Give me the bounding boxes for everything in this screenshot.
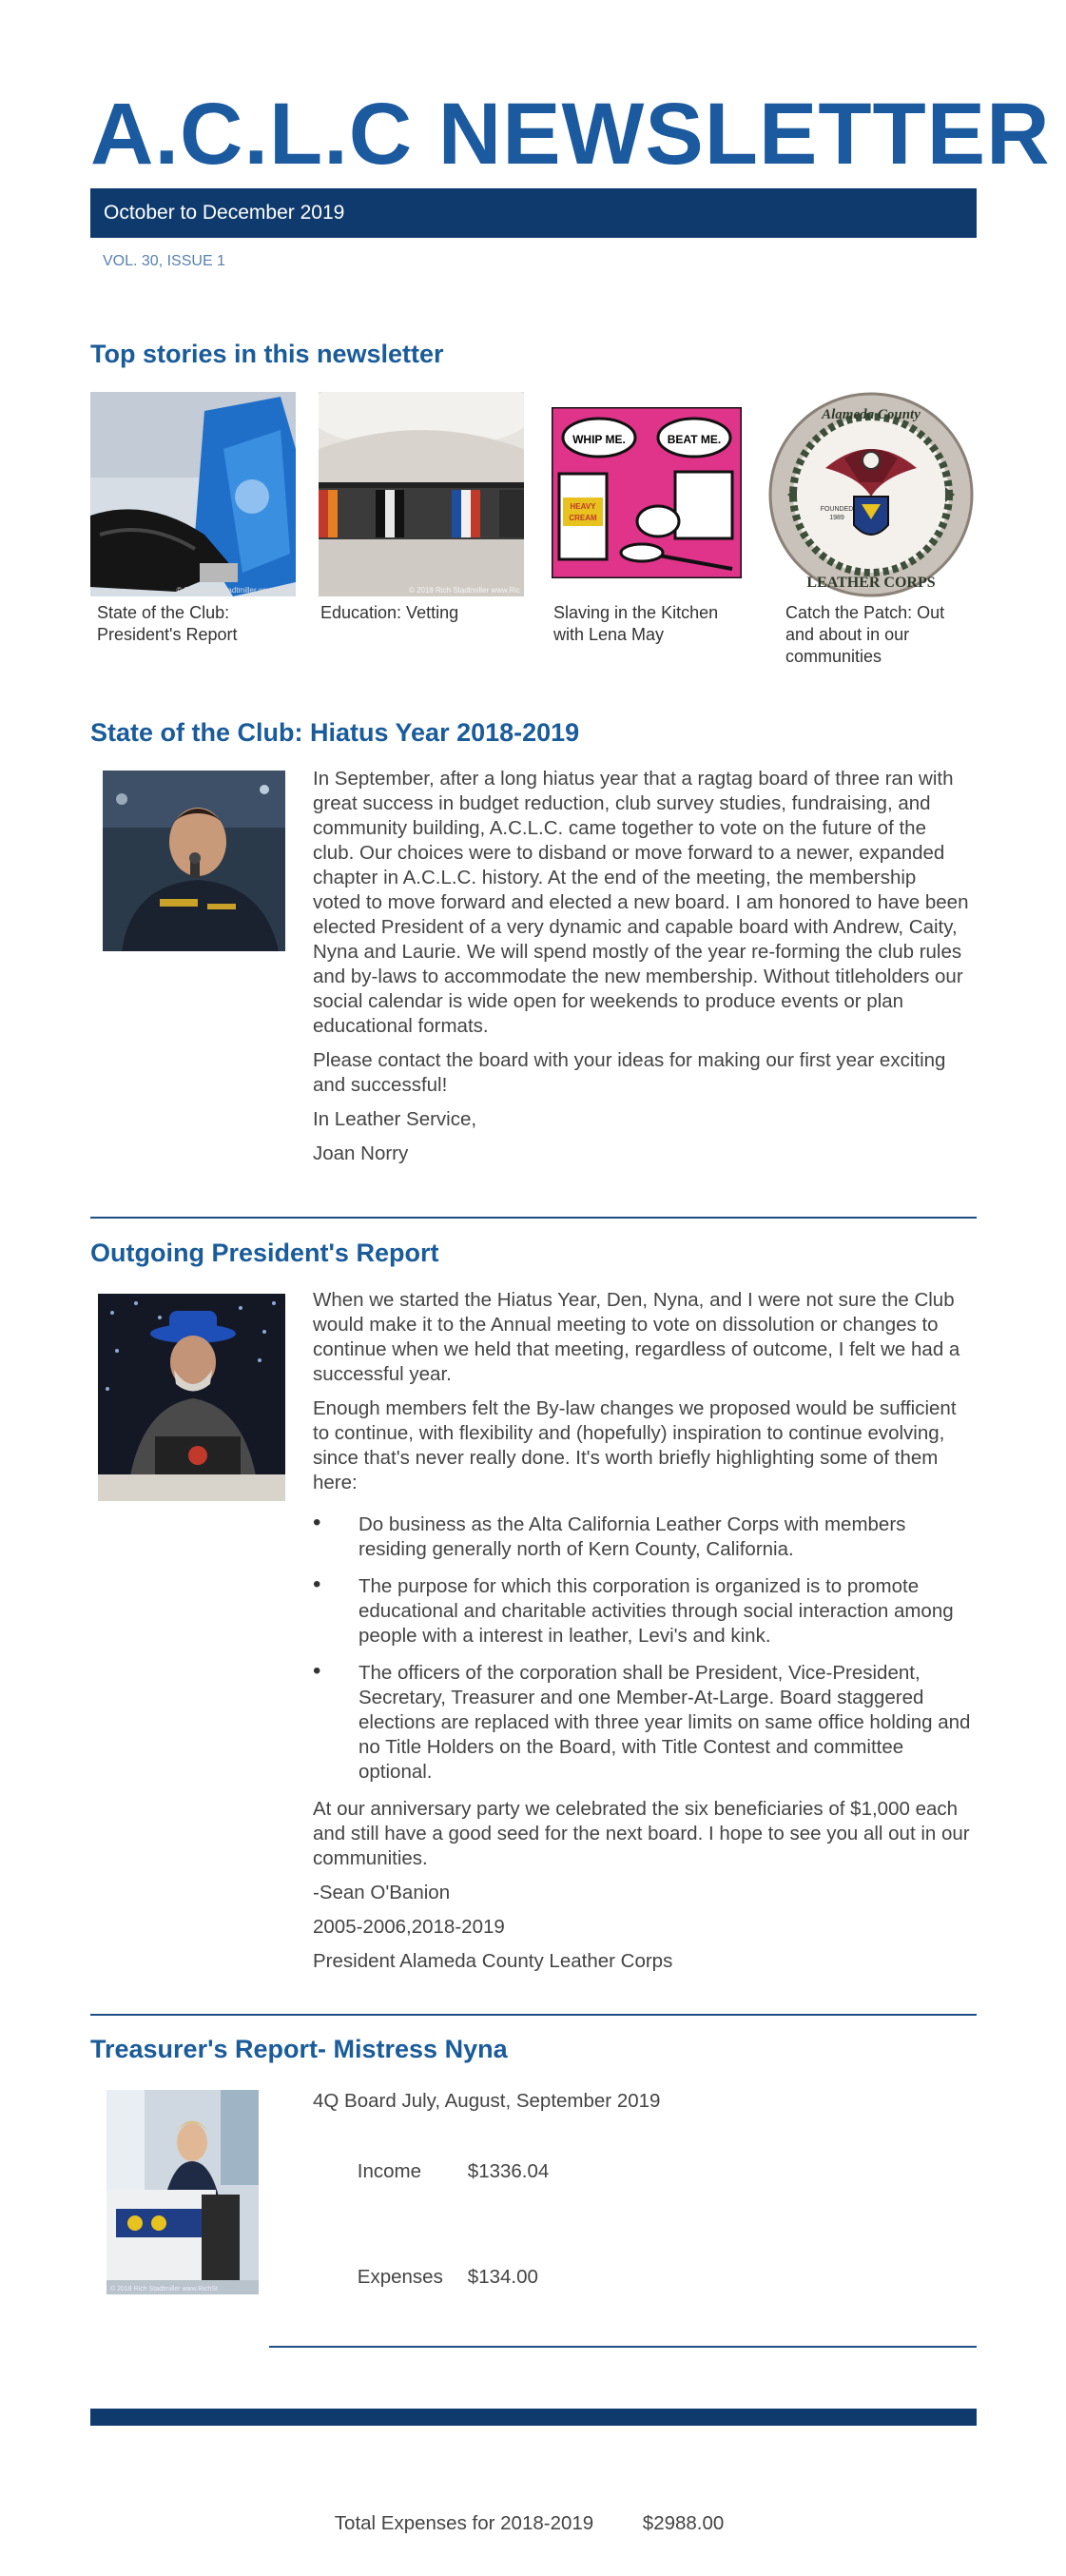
paragraph: At our anniversary party we celebrated the six beneficiaries of $1,000 each and still have a good seed for the next board. I hope to see you all out in our communities. <box>313 1798 970 1869</box>
story-thumb-patch[interactable] <box>768 392 974 597</box>
photo-credit: © 2018 Rich Stadtmiller www.Rich <box>176 586 292 595</box>
svg-text:FOUNDED: FOUNDED <box>820 506 854 513</box>
treasurer-photo-icon <box>107 2090 259 2294</box>
report-period: 4Q Board July, August, September 2019 <box>313 2090 661 2112</box>
paragraph: Enough members felt the By-law changes we proposed would be sufficient to continue, with flexibility and (hopefully) inspiration to continue evolving, since that's never really done. It's worth briefly highlighting some of them here: <box>313 1397 957 1493</box>
list-item: • Do business as the Alta California Leather Corps with members residing generally north of Kern County, California. <box>313 1512 973 1562</box>
signature: -Sean O'Banion <box>313 1882 451 1903</box>
club-seal-icon <box>768 392 974 597</box>
state-of-club-heading: State of the Club: Hiatus Year 2018-2019 <box>90 718 580 747</box>
salutation: In Leather Service, <box>313 1108 477 1130</box>
total-expenses-label: Total Expenses for 2018-2019 <box>334 2512 594 2534</box>
section-divider <box>269 2346 977 2348</box>
treasurer-heading: Treasurer's Report- Mistress Nyna <box>90 2035 508 2063</box>
date-banner: October to December 2019 <box>90 188 977 238</box>
story-caption-education[interactable]: Education: Vetting <box>320 603 459 622</box>
story-thumb-kitchen[interactable] <box>552 407 742 578</box>
comic-illustration-icon <box>552 407 742 578</box>
signature-years: 2005-2006,2018-2019 <box>313 1916 505 1938</box>
income-row <box>313 2118 969 2224</box>
expenses-value: $134.00 <box>467 2266 538 2288</box>
photo-credit: © 2018 Rich Stadtmiller www.Ric <box>408 586 520 595</box>
expenses-row <box>313 2224 969 2330</box>
paragraph: When we started the Hiatus Year, Den, Nyna, and I were not sure the Club would make it to the Annual meeting to vote on dissolution or changes to continue when we held that meeting, regardless of outcome, I felt we had a successful year. <box>313 1289 960 1385</box>
seal-top-text: Alameda County <box>822 407 921 422</box>
speaker-photo-icon <box>103 771 285 951</box>
seal-bottom-text: LEATHER CORPS <box>806 575 936 591</box>
total-expenses-row <box>313 2470 969 2576</box>
flags-photo-icon <box>319 392 524 596</box>
hat-man-photo-icon <box>98 1294 285 1501</box>
story-caption-president[interactable]: State of the Club: President's Report <box>97 603 238 644</box>
president-photo <box>103 771 285 951</box>
signature: Joan Norry <box>313 1142 409 1164</box>
svg-text:CREAM: CREAM <box>569 514 597 522</box>
volume-issue: VOL. 30, ISSUE 1 <box>103 253 225 269</box>
outgoing-body <box>313 1288 973 1974</box>
story-caption-patch[interactable]: Catch the Patch: Out and about in our communities <box>785 603 945 666</box>
boot-photo-icon <box>90 392 296 596</box>
newsletter-title: A.C.L.C NEWSLETTER <box>90 86 1051 183</box>
footer-bar <box>90 2409 977 2426</box>
income-label: Income <box>357 2160 422 2182</box>
income-value: $1336.04 <box>467 2160 550 2182</box>
story-thumb-president[interactable] <box>90 392 296 596</box>
total-expenses-value: $2988.00 <box>642 2512 725 2534</box>
state-of-club-body <box>313 767 969 1166</box>
list-item: • The purpose for which this corporation is organized is to promote educational and charitable activities through social interaction among people with a interest in leather, Levi's and kink. <box>313 1574 973 1649</box>
svg-text:1989: 1989 <box>829 515 844 521</box>
section-divider <box>90 1217 977 1219</box>
bubble-text-right: BEAT ME. <box>667 433 722 446</box>
treasurer-photo <box>107 2090 259 2294</box>
story-caption-kitchen[interactable]: Slaving in the Kitchen with Lena May <box>553 603 719 644</box>
section-divider <box>90 2014 977 2016</box>
paragraph: Please contact the board with your ideas for making our first year exciting and successful! <box>313 1049 946 1096</box>
expenses-label: Expenses <box>357 2266 443 2288</box>
outgoing-heading: Outgoing President's Report <box>90 1239 439 1267</box>
bylaw-list <box>313 1512 973 1785</box>
signature-role: President Alameda County Leather Corps <box>313 1950 673 1972</box>
story-thumb-education[interactable] <box>319 392 524 596</box>
treasurer-report <box>313 2083 969 2576</box>
svg-text:HEAVY: HEAVY <box>570 502 596 511</box>
photo-credit: © 2018 Rich Stadtmiller www.RichSt <box>110 2286 218 2293</box>
outgoing-president-photo <box>98 1294 285 1501</box>
paragraph: In September, after a long hiatus year that a ragtag board of three ran with great success in budget reduction, club survey studies, fundraising, and community building, A.C.L.C. came together to vote on the future of the club. Our choices were to disband or move forward to a newer, expanded chapter in A.C.L.C. history. At the end of the meeting, the membership voted to move forward and elected a new board. I am honored to have been elected President of a very dynamic and capable board with Andrew, Caity, Nyna and Laurie. We will spend mostly of the year re-forming the club rules and by-laws to accommodate the new membership. Without titleholders our social calendar is wide open for weekends to produce events or plan educational formats. <box>313 768 969 1037</box>
bubble-text-left: WHIP ME. <box>572 433 626 446</box>
top-stories-heading: Top stories in this newsletter <box>90 340 444 368</box>
list-item: • The officers of the corporation shall be President, Vice-President, Secretary, Treasurer and one Member-At-Large. Board staggered elections are replaced with three year limits on same office holding and no Title Holders on the Board, with Title Contest and committee optional. <box>313 1661 973 1785</box>
